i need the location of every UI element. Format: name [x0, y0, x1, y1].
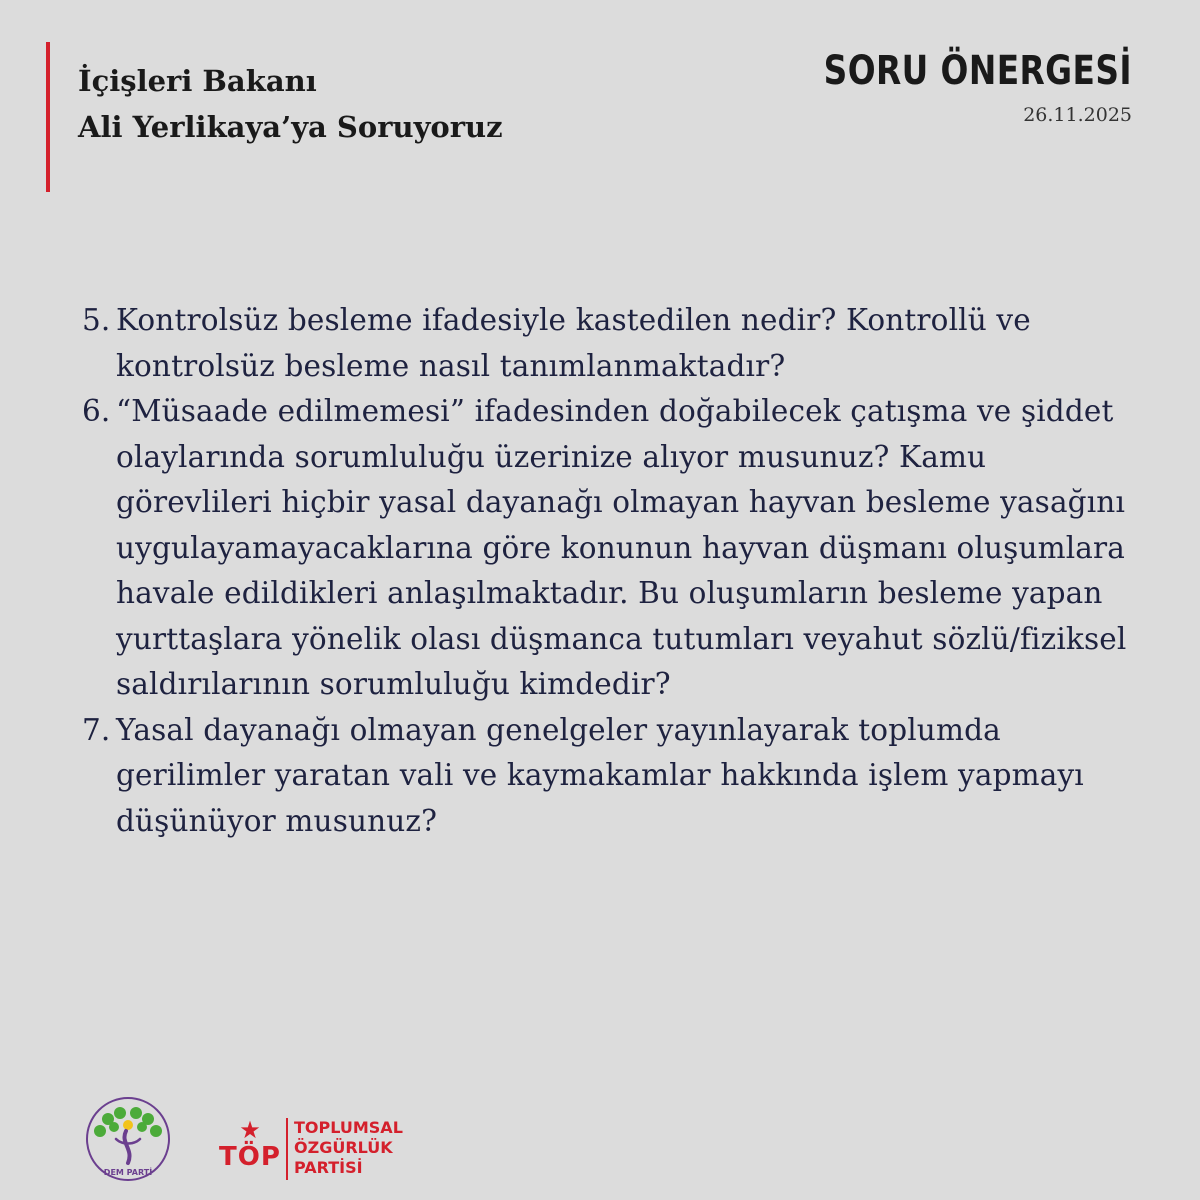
top-full-name — [294, 1118, 403, 1178]
document-date: 26.11.2025 — [1023, 104, 1132, 126]
question-number: 5. — [82, 303, 111, 337]
top-name-line-2: ÖZGÜRLÜK — [294, 1138, 393, 1157]
dem-parti-logo-icon — [80, 1095, 176, 1185]
recipient-line-2: Ali Yerlikaya’ya Soruyoruz — [78, 110, 503, 144]
document-type-title: SORU ÖNERGESİ — [823, 48, 1132, 94]
question-text: Yasal dayanağı olmayan genelgeler yayınlayarak toplumda gerilimler yaratan vali ve kaymakamlar hakkında işlem yapmayı düşünüyor musunuz? — [116, 712, 1084, 838]
dem-parti-logo — [80, 1095, 176, 1189]
top-name-line-3: PARTİSİ — [294, 1158, 363, 1177]
recipient-line-1: İçişleri Bakanı — [78, 64, 317, 98]
question-text: “Müsaade edilmemesi” ifadesinden doğabilecek çatışma ve şiddet olaylarında sorumluluğu üzerinize alıyor musunuz? Kamu görevlileri hiçbir yasal dayanağı olmayan hayvan besleme yasağını uygulayamayacaklarına göre konunun hayvan düşmanı oluşumlara havale edildikleri anlaşılmaktadır. Bu oluşumların besleme yapan yurttaşlara yönelik olası düşmanca tutumları veyahut sözlü/fiziksel saldırılarının sorumluluğu kimdedir? — [116, 394, 1127, 701]
dem-parti-logo-text: DEM PARTİ — [103, 1168, 153, 1177]
question-item — [82, 708, 1142, 845]
top-party-logo — [220, 1118, 403, 1180]
question-item — [82, 389, 1142, 708]
accent-bar — [46, 42, 50, 192]
question-item — [82, 298, 1142, 389]
top-name-line-1: TOPLUMSAL — [294, 1118, 403, 1137]
recipient-heading — [78, 58, 503, 150]
question-number: 7. — [82, 712, 111, 747]
top-logo-divider — [286, 1118, 288, 1180]
question-list — [82, 298, 1142, 844]
star-icon: ★ — [239, 1116, 261, 1144]
question-number: 6. — [82, 394, 111, 428]
question-text: Kontrolsüz besleme ifadesiyle kastedilen nedir? Kontrollü ve kontrolsüz besleme nasıl tanımlanmaktadır? — [116, 303, 1031, 383]
top-abbreviation: TÖP — [219, 1142, 281, 1172]
